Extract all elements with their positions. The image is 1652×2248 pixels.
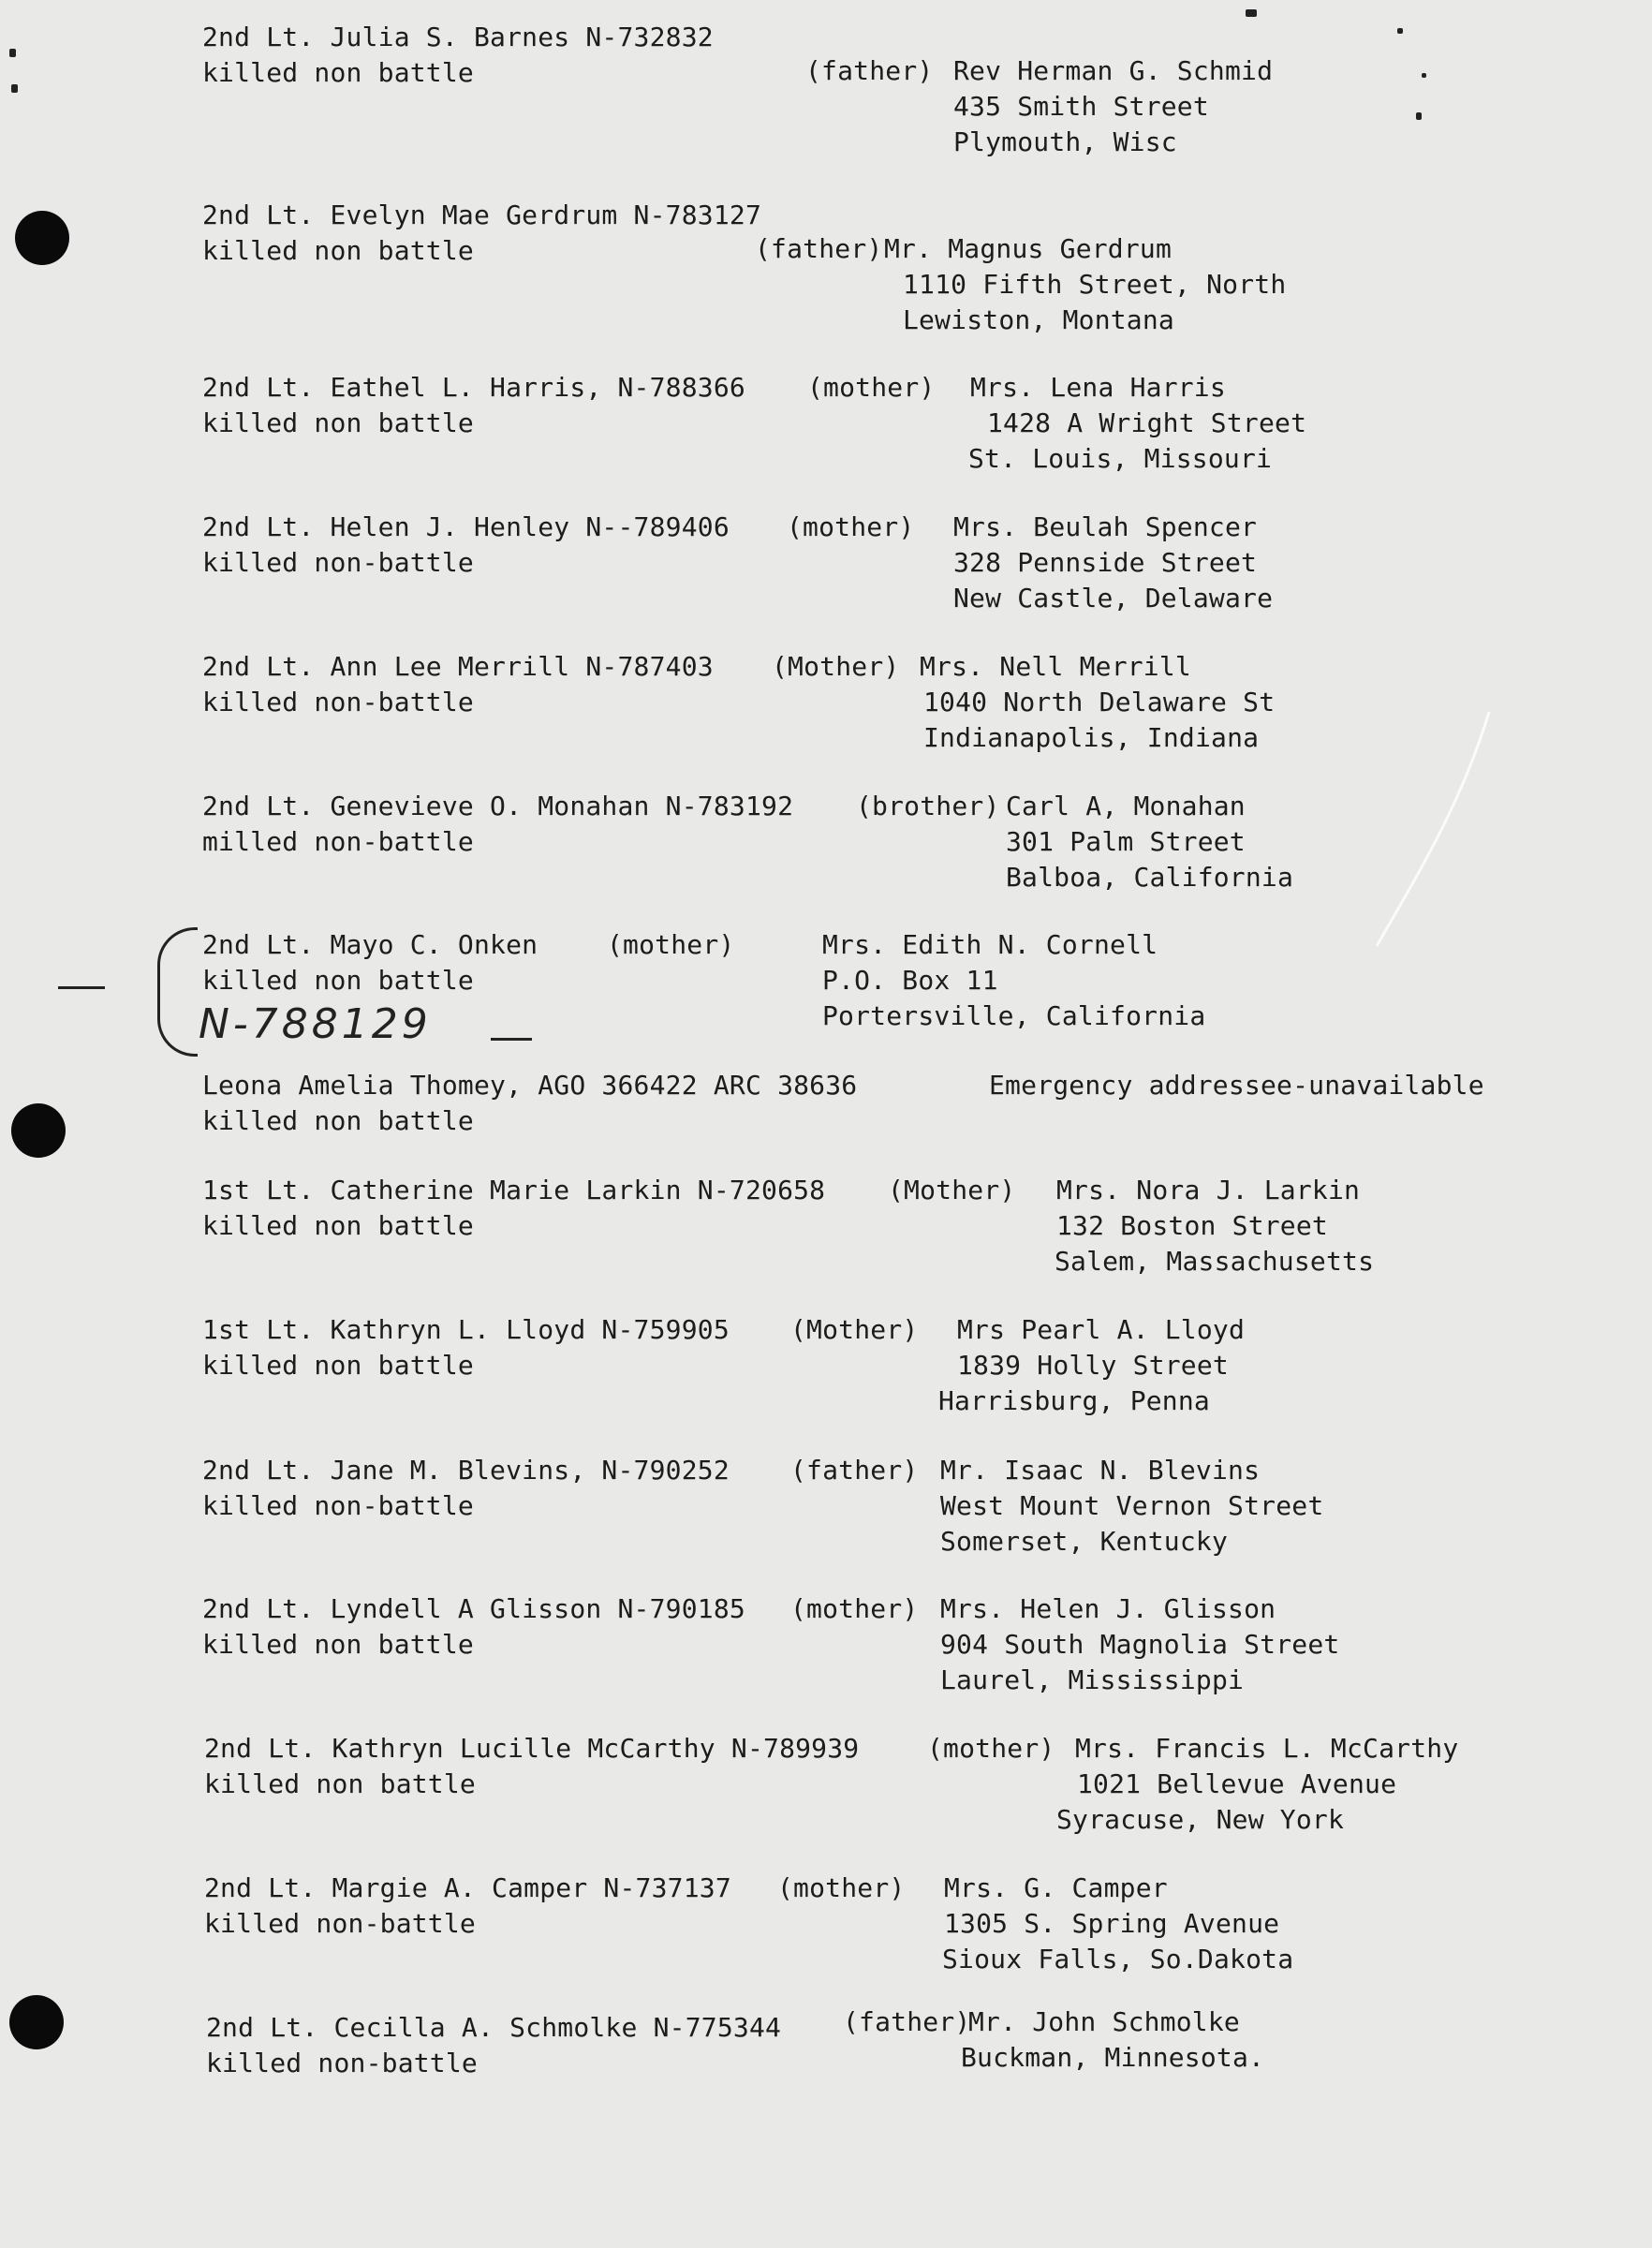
- casualty-entry: [0, 21, 1652, 157]
- casualty-entry: [0, 510, 1652, 623]
- address-street: 1021 Bellevue Avenue: [1077, 1768, 1397, 1799]
- status-line: killed non battle: [202, 235, 474, 266]
- address-city: Salem, Massachusetts: [1055, 1246, 1375, 1277]
- handwritten-serial: N-788129: [199, 1000, 432, 1048]
- casualty-entry: [0, 1313, 1652, 1426]
- casualty-entry: [0, 650, 1652, 762]
- name-line: 2nd Lt. Ann Lee Merrill N-787403: [202, 651, 714, 682]
- addressee-name: Mrs. Francis L. McCarthy: [1075, 1733, 1459, 1764]
- relation-label: (father): [755, 233, 883, 264]
- name-line: 1st Lt. Catherine Marie Larkin N-720658: [202, 1175, 826, 1205]
- addressee-name: Mrs. Nora J. Larkin: [1056, 1175, 1361, 1205]
- relation-label: (mother): [787, 511, 915, 542]
- status-line: killed non-battle: [202, 1490, 474, 1521]
- address-street: 1110 Fifth Street, North: [903, 269, 1287, 300]
- addressee-name: Mrs. Helen J. Glisson: [940, 1593, 1276, 1624]
- status-line: killed non-battle: [202, 687, 474, 717]
- casualty-entry: [0, 1871, 1652, 1984]
- status-line: killed non-battle: [202, 547, 474, 578]
- status-line: killed non battle: [204, 1768, 476, 1799]
- addressee-name: Mr. Isaac N. Blevins: [940, 1455, 1261, 1486]
- casualty-entry: [0, 371, 1652, 483]
- relation-label: (Mother): [772, 651, 900, 682]
- status-line: milled non-battle: [202, 826, 474, 857]
- addressee-name: Mrs. Edith N. Cornell: [822, 929, 1158, 960]
- addressee-name: Mr. Magnus Gerdrum: [884, 233, 1173, 264]
- relation-label: (father): [790, 1455, 919, 1486]
- relation-label: (mother): [807, 372, 936, 403]
- status-line: killed non-battle: [204, 1908, 476, 1939]
- address-city: Lewiston, Montana: [903, 304, 1174, 335]
- addressee-name: Mrs. Beulah Spencer: [953, 511, 1258, 542]
- addressee-name: Mrs. G. Camper: [944, 1872, 1168, 1903]
- address-street: West Mount Vernon Street: [940, 1490, 1324, 1521]
- address-city: Plymouth, Wisc: [953, 126, 1177, 157]
- address-city: Balboa, California: [1006, 862, 1294, 893]
- address-city: New Castle, Delaware: [953, 583, 1274, 614]
- casualty-entry: [0, 1069, 1652, 1181]
- addressee-name: Carl A, Monahan: [1006, 791, 1246, 821]
- relation-label: (brother): [856, 791, 1000, 821]
- name-line: 2nd Lt. Mayo C. Onken: [202, 929, 538, 960]
- addressee-name: Rev Herman G. Schmid: [953, 55, 1274, 86]
- name-line: 2nd Lt. Eathel L. Harris, N-788366: [202, 372, 745, 403]
- status-line: killed non battle: [202, 1210, 474, 1241]
- address-street: 301 Palm Street: [1006, 826, 1246, 857]
- name-line: 2nd Lt. Helen J. Henley N--789406: [202, 511, 730, 542]
- address-street: 328 Pennside Street: [953, 547, 1258, 578]
- name-line: Leona Amelia Thomey, AGO 366422 ARC 38636: [202, 1070, 858, 1101]
- address-street: 1305 S. Spring Avenue: [944, 1908, 1280, 1939]
- addressee-name: Mrs. Lena Harris: [970, 372, 1226, 403]
- name-line: 1st Lt. Kathryn L. Lloyd N-759905: [202, 1314, 730, 1345]
- name-line: 2nd Lt. Evelyn Mae Gerdrum N-783127: [202, 200, 762, 230]
- address-street: 132 Boston Street: [1056, 1210, 1328, 1241]
- relation-label: (Mother): [790, 1314, 919, 1345]
- relation-label: (mother): [927, 1733, 1055, 1764]
- casualty-entry: [0, 199, 1652, 335]
- address-city: Laurel, Mississippi: [940, 1664, 1245, 1695]
- status-line: killed non battle: [202, 57, 474, 88]
- address-street: 904 South Magnolia Street: [940, 1629, 1340, 1660]
- addressee-name: Mrs Pearl A. Lloyd: [957, 1314, 1246, 1345]
- address-city: Somerset, Kentucky: [940, 1526, 1229, 1557]
- address-city: Portersville, California: [822, 1000, 1206, 1031]
- relation-label: (father): [843, 2006, 971, 2037]
- name-line: 2nd Lt. Jane M. Blevins, N-790252: [202, 1455, 730, 1486]
- status-line: killed non battle: [202, 407, 474, 438]
- status-line: killed non-battle: [206, 2048, 478, 2078]
- status-line: killed non battle: [202, 1629, 474, 1660]
- status-line: killed non battle: [202, 1105, 474, 1136]
- casualty-entry: [0, 790, 1652, 902]
- relation-label: (mother): [607, 929, 735, 960]
- address-street: Buckman, Minnesota.: [961, 2042, 1265, 2073]
- name-line: 2nd Lt. Margie A. Camper N-737137: [204, 1872, 731, 1903]
- address-street: 435 Smith Street: [953, 91, 1209, 122]
- casualty-entry: [0, 1592, 1652, 1705]
- address-city: Harrisburg, Penna: [938, 1385, 1210, 1416]
- address-city: Sioux Falls, So.Dakota: [942, 1944, 1294, 1974]
- address-city: St. Louis, Missouri: [968, 443, 1273, 474]
- casualty-entry: [0, 1174, 1652, 1286]
- status-line: killed non battle: [202, 965, 474, 996]
- relation-label: (Mother): [888, 1175, 1016, 1205]
- status-line: killed non battle: [202, 1350, 474, 1381]
- addressee-name: Mr. John Schmolke: [968, 2006, 1240, 2037]
- casualty-entry: [0, 1454, 1652, 1566]
- address-street: 1428 A Wright Street: [987, 407, 1307, 438]
- address-city: Indianapolis, Indiana: [923, 722, 1260, 753]
- name-line: 2nd Lt. Lyndell A Glisson N-790185: [202, 1593, 745, 1624]
- relation-label: (father): [805, 55, 934, 86]
- relation-label: (mother): [790, 1593, 919, 1624]
- name-line: 2nd Lt. Cecilla A. Schmolke N-775344: [206, 2012, 782, 2043]
- addressee-name: Mrs. Nell Merrill: [920, 651, 1191, 682]
- name-line: 2nd Lt. Genevieve O. Monahan N-783192: [202, 791, 794, 821]
- address-street: 1839 Holly Street: [957, 1350, 1229, 1381]
- address-street: P.O. Box 11: [822, 965, 998, 996]
- handwritten-dash: [491, 1038, 532, 1041]
- handwritten-dash: [58, 986, 105, 989]
- handwritten-bracket: [157, 927, 198, 1057]
- address-street: 1040 North Delaware St: [923, 687, 1276, 717]
- casualty-entry: [0, 2006, 1652, 2123]
- addressee-name: Emergency addressee-unavailable: [989, 1070, 1484, 1101]
- name-line: 2nd Lt. Kathryn Lucille McCarthy N-789939: [204, 1733, 860, 1764]
- relation-label: (mother): [777, 1872, 906, 1903]
- address-city: Syracuse, New York: [1056, 1804, 1345, 1835]
- casualty-entry: [0, 1732, 1652, 1844]
- name-line: 2nd Lt. Julia S. Barnes N-732832: [202, 22, 714, 52]
